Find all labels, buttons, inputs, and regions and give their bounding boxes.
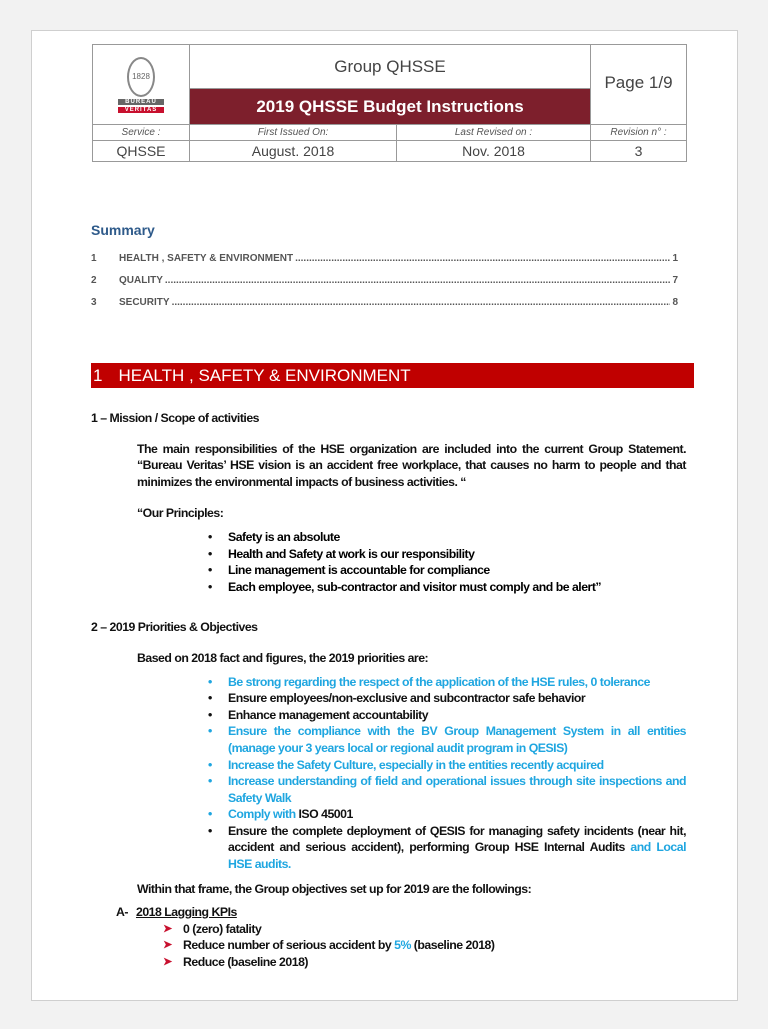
principle-item: • Each employee, sub-contractor and visitor must comply and be alert” [208,579,694,596]
text-segment: and Local HSE audits. [228,840,686,872]
kpi-item [163,921,694,938]
toc-label: SECURITY [119,297,170,308]
toc-item[interactable] [91,253,678,264]
text-segment: Ensure the complete deployment of QESIS for managing safety incidents (near hit, accident and serious accident), performing Group HSE Internal Audits [228,823,686,855]
document-title: 2019 QHSSE Budget Instructions [190,89,591,125]
text-segment: Reduce number of serious accident by [183,938,395,953]
text-segment: (baseline 2018) [410,938,495,953]
text-segment: Increase the Safety Culture, especially in the entities recently acquired [228,757,604,772]
first-issued-value: August. 2018 [190,141,397,162]
toc-label: HEALTH , SAFETY & ENVIRONMENT [119,253,294,264]
priority-item [208,690,686,707]
section-heading [91,363,694,388]
text-segment: Ensure the compliance with the BV Group Management System in all entities (manage your 3 years local or regional audit program in QESIS) [228,724,686,755]
section-title: HEALTH , SAFETY & ENVIRONMENT [118,366,411,385]
bureau-veritas-logo: 1828 BUREAU VERITAS [93,57,189,113]
toc-page: 7 [672,275,678,286]
text-segment: 5% [394,938,411,953]
revision-value: 3 [591,141,687,162]
priority-item [208,823,686,873]
summary-title: Summary [91,222,155,238]
toc-number: 1 [91,253,97,264]
toc-item[interactable] [91,297,678,308]
objectives-intro: Within that frame, the Group objectives set up for 2019 are the followings: [137,881,532,896]
priority-item [208,806,686,823]
text-segment: Comply with [228,807,299,822]
toc-page: 1 [672,253,678,264]
priorities-intro: Based on 2018 fact and figures, the 2019 priorities are: [137,650,429,665]
group-title: Group QHSSE [190,45,591,89]
text-segment: Increase understanding of field and operational issues through site inspections and Safety Walk [228,774,686,805]
priorities-heading: 2 – 2019 Priorities & Objectives [91,620,258,635]
toc-number: 2 [91,275,97,286]
kpi-item [163,954,694,971]
kpi-heading [116,904,694,921]
priority-item [208,773,686,806]
last-revised-label: Last Revised on : [396,125,590,141]
priority-item [208,707,686,724]
first-issued-label: First Issued On: [190,125,397,141]
priority-item [208,723,686,756]
principles-list [208,529,694,595]
toc-page: 8 [672,297,678,308]
kpi-item [163,937,694,954]
toc-item[interactable] [91,275,678,286]
toc-number: 3 [91,297,97,308]
mission-paragraph: The main responsibilities of the HSE organization are included into the current Group Statement. “Bureau Veritas’ HSE vision is an accident free workplace, that causes no harm to people and that minimizes the environmental impacts of business activities. “ [137,441,686,489]
section-body [91,410,694,991]
logo-cell [93,45,190,125]
priority-item [208,674,686,691]
page-number: Page 1/9 [591,45,687,125]
text-segment: Reduce (baseline 2018) [183,955,309,970]
kpi-title: 2018 Lagging KPIs [135,905,237,920]
principle-item: • Line management is accountable for compliance [208,562,694,579]
text-segment: Be strong regarding the respect of the application of the HSE rules, 0 tolerance [228,674,650,689]
priorities-list [208,674,686,873]
principles-label: “Our Principles: [137,506,224,521]
mission-heading: 1 – Mission / Scope of activities [91,411,260,425]
service-value: QHSSE [93,141,190,162]
toc-label: QUALITY [119,275,163,286]
section-number: 1 [93,366,103,385]
document-header-table [92,44,687,162]
principle-item: • Safety is an absolute [208,529,694,546]
text-segment: Ensure employees/non-exclusive and subcontractor safe behavior [228,691,586,706]
text-segment: 0 (zero) fatality [183,921,262,936]
last-revised-value: Nov. 2018 [396,141,590,162]
kpi-letter: A- [116,905,128,920]
service-label: Service : [93,125,190,141]
text-segment: Enhance management accountability [228,707,429,722]
principle-item: • Health and Safety at work is our responsibility [208,546,694,563]
text-segment: ISO 45001 [298,807,353,822]
revision-label: Revision n° : [591,125,687,141]
kpi-list [163,921,694,971]
priority-item [208,757,686,774]
